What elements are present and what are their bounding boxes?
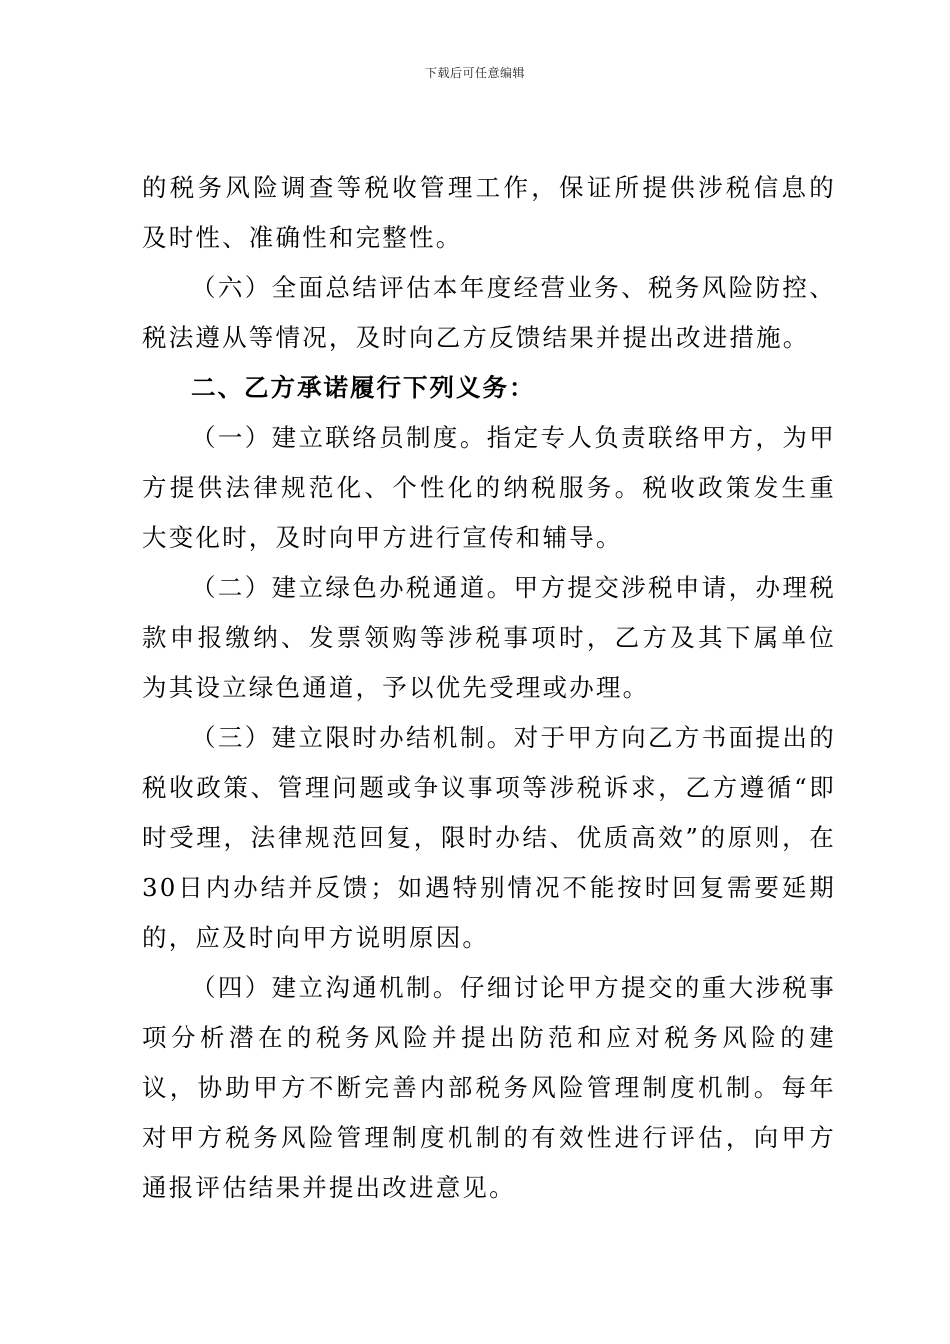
paragraph-item-three: （三）建立限时办结机制。对于甲方向乙方书面提出的税收政策、管理问题或争议事项等涉税诉求，乙方遵循“即时受理，法律规范回复，限时办结、优质高效”的原则，在30日内办结并反馈；如遇特别情况不能按时回复需要延期的，应及时向甲方说明原因。	[142, 723, 836, 952]
paragraph-continuation: 的税务风险调查等税收管理工作，保证所提供涉税信息的及时性、准确性和完整性。	[142, 173, 836, 252]
section-heading-two: 二、乙方承诺履行下列义务：	[191, 373, 536, 402]
paragraph-item-two: （二）建立绿色办税通道。甲方提交涉税申请，办理税款申报缴纳、发票领购等涉税事项时，乙方及其下属单位为其设立绿色通道，予以优先受理或办理。	[142, 573, 836, 702]
paragraph-item-four: （四）建立沟通机制。仔细讨论甲方提交的重大涉税事项分析潜在的税务风险并提出防范和应对税务风险的建议，协助甲方不断完善内部税务风险管理制度机制。每年对甲方税务风险管理制度机制的有效性进行评估，向甲方通报评估结果并提出改进意见。	[142, 973, 836, 1202]
paragraph-item-one: （一）建立联络员制度。指定专人负责联络甲方，为甲方提供法律规范化、个性化的纳税服务。税收政策发生重大变化时，及时向甲方进行宣传和辅导。	[142, 423, 836, 552]
page-header: 下载后可任意编辑	[424, 66, 525, 80]
paragraph-item-six: （六）全面总结评估本年度经营业务、税务风险防控、税法遵从等情况，及时向乙方反馈结果并提出改进措施。	[142, 273, 836, 352]
document-body	[142, 163, 836, 1213]
